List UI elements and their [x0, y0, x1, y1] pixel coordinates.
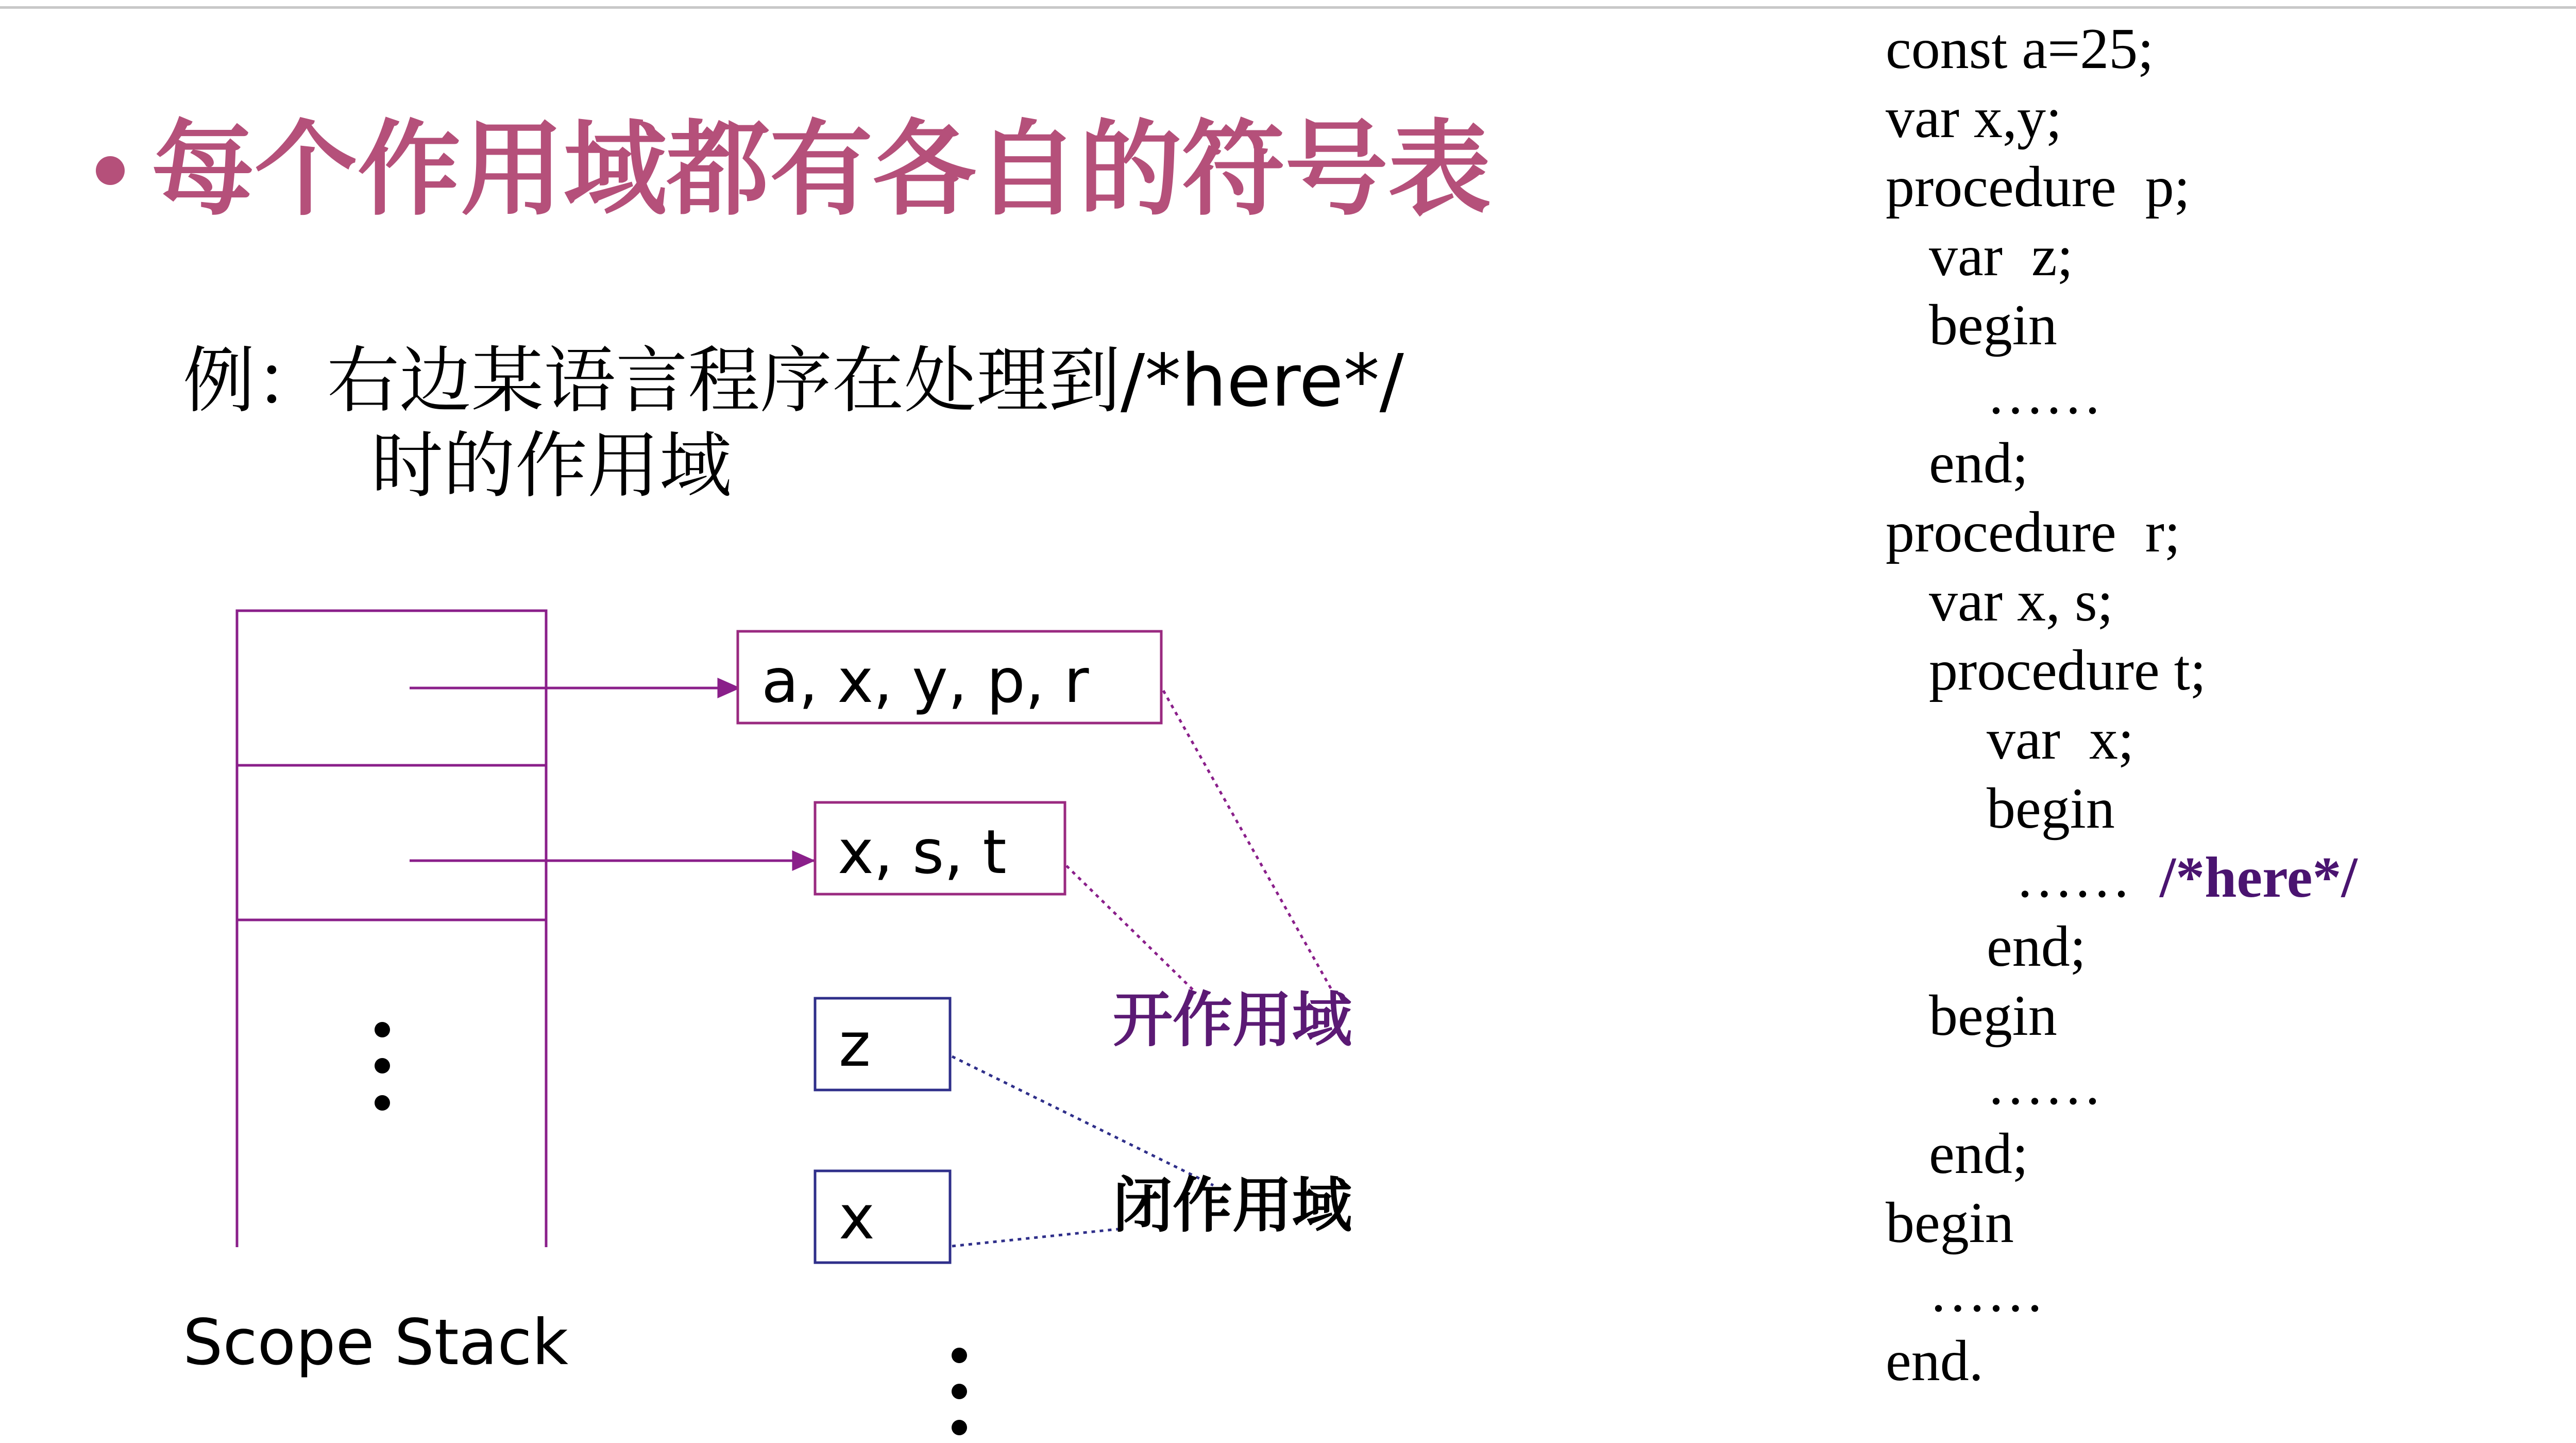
example-line-1: 例：右边某语言程序在处理到/*here*/: [183, 339, 1404, 423]
code-line: [1886, 1188, 2358, 1257]
example-line-2: 时的作用域: [371, 424, 732, 508]
stack-ellipsis-dot: [375, 1022, 390, 1037]
table-ellipsis-dot: [952, 1420, 967, 1435]
code-line: [1886, 1327, 2358, 1396]
code-line-text: end;: [1886, 915, 2086, 979]
code-line-text: end;: [1886, 431, 2028, 495]
code-line-text: ……: [1886, 1053, 2102, 1117]
code-line: [1886, 291, 2358, 360]
stack-ellipsis-dot: [375, 1095, 390, 1111]
symbol-table-text: a, x, y, p, r: [761, 645, 1089, 716]
slide-title-text: 每个作用域都有各自的符号表: [151, 110, 1492, 230]
table-ellipsis-dot: [952, 1348, 967, 1363]
code-line: [1886, 636, 2358, 705]
symbol-table-global: [738, 631, 1161, 723]
code-line: [1886, 567, 2358, 636]
code-line: [1886, 843, 2358, 912]
code-line: [1886, 1257, 2358, 1327]
code-line-text: begin: [1886, 984, 2057, 1048]
code-line: [1886, 153, 2358, 222]
code-line-text: var x;: [1886, 708, 2134, 771]
code-line-text: end;: [1886, 1122, 2028, 1186]
open-scope-label: 开作用域: [1113, 985, 1352, 1055]
closed-scope-label: 闭作用域: [1113, 1171, 1352, 1240]
symbol-table-text: z: [839, 1009, 871, 1080]
code-line: [1886, 774, 2358, 843]
scope-stack: [237, 611, 546, 1247]
code-line: [1886, 498, 2358, 567]
table-ellipsis-dot: [952, 1384, 967, 1399]
symbol-table-p: [815, 998, 950, 1090]
code-line-text: end.: [1886, 1329, 1984, 1393]
code-line-text: var x, s;: [1886, 569, 2113, 633]
symbol-table-r: [815, 802, 1065, 894]
code-line-text: begin: [1886, 777, 2115, 841]
code-line: [1886, 83, 2358, 153]
symbol-table-t: [815, 1171, 950, 1263]
code-line-text: begin: [1886, 293, 2057, 357]
code-line-text: ……: [1886, 846, 2160, 910]
code-line-text: procedure t;: [1886, 639, 2206, 702]
scope-stack-label: Scope Stack: [183, 1306, 569, 1379]
code-line-text: const a=25;: [1886, 17, 2154, 81]
code-line: [1886, 222, 2358, 291]
code-line: [1886, 912, 2358, 981]
stack-ellipsis-dot: [375, 1058, 390, 1073]
code-line-text: procedure r;: [1886, 500, 2181, 564]
code-line: [1886, 981, 2358, 1050]
open-scope-leader: [1066, 866, 1195, 992]
scope-stack-outline: [237, 611, 546, 1247]
code-line: [1886, 14, 2358, 83]
code-line: [1886, 1050, 2358, 1119]
code-line-text: ……: [1886, 362, 2102, 426]
closed-scope-leader: [952, 1056, 1213, 1185]
closed-scope-leader: [952, 1229, 1118, 1246]
code-line-text: var z;: [1886, 224, 2073, 288]
code-line-text: begin: [1886, 1191, 2014, 1255]
open-scope-leader: [1163, 691, 1334, 995]
here-marker: /*here*/: [2160, 846, 2358, 910]
code-line: [1886, 705, 2358, 774]
code-line-text: procedure p;: [1886, 155, 2190, 219]
symbol-table-text: x, s, t: [838, 816, 1007, 887]
symbol-table-text: x: [839, 1182, 875, 1253]
code-line: [1886, 360, 2358, 429]
code-line-text: ……: [1886, 1260, 2044, 1324]
code-block: [1886, 14, 2358, 1396]
code-line: [1886, 429, 2358, 498]
code-line: [1886, 1119, 2358, 1188]
code-line-text: var x,y;: [1886, 86, 2062, 150]
